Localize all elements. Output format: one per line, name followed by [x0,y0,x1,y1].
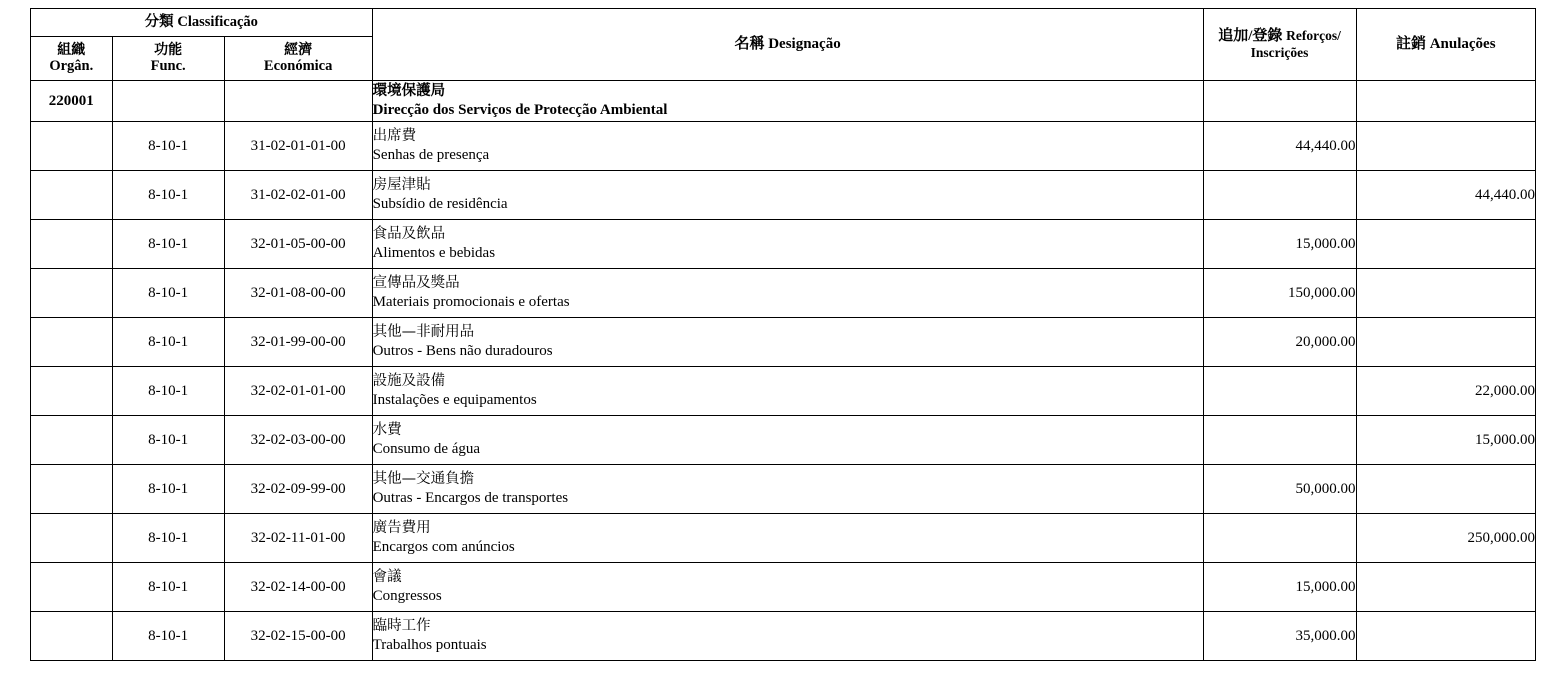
table-body [31,81,1536,661]
cell-anulacoes: 44,440.00 [1356,171,1535,220]
table-row [31,514,1536,563]
cell-reforcos [1203,367,1356,416]
designation-pt: Consumo de água [372,440,481,457]
header-reforcos-cn: 追加/登錄 [1218,27,1283,44]
header-classification [31,9,373,37]
cell-economica: 32-01-08-00-00 [224,269,372,318]
cell-economica: 32-02-09-99-00 [224,465,372,514]
cell-reforcos: 15,000.00 [1203,563,1356,612]
cell-reforcos: 20,000.00 [1203,318,1356,367]
cell-func: 8-10-1 [112,612,224,661]
designation-cn: 其他—非耐用品 [372,324,475,341]
cell-reforcos: 44,440.00 [1203,122,1356,171]
cell-anulacoes [1356,220,1535,269]
cell-economica: 32-02-11-01-00 [224,514,372,563]
designation-pt: Outras - Encargos de transportes [372,489,569,506]
cell-economica: 32-02-03-00-00 [224,416,372,465]
cell-func: 8-10-1 [112,171,224,220]
cell-reforcos [1203,81,1356,122]
designation-cn: 房屋津貼 [372,177,431,194]
header-group-row [31,9,1536,37]
table-row [31,367,1536,416]
table-row [31,563,1536,612]
designation-cn: 設施及設備 [372,373,446,390]
designation-pt: Direcção dos Serviços de Protecção Ambiental [372,101,668,118]
designation-cn: 宣傳品及獎品 [372,275,460,292]
header-reforcos-pt2: Inscrições [1250,44,1309,60]
cell-organ [31,220,113,269]
cell-organ [31,171,113,220]
header-economica [224,37,372,81]
header-organ [31,37,113,81]
designation-cn: 環境保護局 [372,83,446,100]
cell-func: 8-10-1 [112,269,224,318]
header-func-pt: Func. [150,58,186,75]
designation-cn: 其他—交通負擔 [372,471,475,488]
cell-organ: 220001 [31,81,113,122]
cell-organ [31,416,113,465]
cell-func: 8-10-1 [112,465,224,514]
cell-economica: 32-02-14-00-00 [224,563,372,612]
cell-designation [372,81,1203,122]
cell-economica [224,81,372,122]
header-reforcos-pt: Reforços/ [1286,27,1341,43]
header-func-cn: 功能 [154,41,183,58]
cell-designation [372,612,1203,661]
cell-reforcos [1203,514,1356,563]
cell-organ [31,465,113,514]
header-designation-pt: Designação [768,36,841,53]
cell-designation [372,122,1203,171]
cell-designation [372,220,1203,269]
designation-cn: 食品及飲品 [372,226,446,243]
cell-reforcos [1203,171,1356,220]
cell-designation [372,563,1203,612]
cell-organ [31,514,113,563]
cell-reforcos: 35,000.00 [1203,612,1356,661]
cell-func: 8-10-1 [112,367,224,416]
cell-func: 8-10-1 [112,220,224,269]
cell-designation [372,514,1203,563]
header-classification-pt: Classificação [177,14,258,31]
header-organ-cn: 組織 [57,41,86,58]
designation-cn: 水費 [372,422,402,439]
cell-func [112,81,224,122]
header-anulacoes-pt: Anulações [1429,36,1496,53]
cell-anulacoes [1356,612,1535,661]
cell-anulacoes [1356,81,1535,122]
budget-table [30,8,1536,661]
header-designation-cn: 名稱 [734,36,765,53]
table-row [31,122,1536,171]
table-row [31,171,1536,220]
table-header [31,9,1536,81]
designation-pt: Trabalhos pontuais [372,636,487,653]
cell-designation [372,318,1203,367]
cell-designation [372,171,1203,220]
table-row [31,416,1536,465]
cell-reforcos: 150,000.00 [1203,269,1356,318]
cell-reforcos: 50,000.00 [1203,465,1356,514]
table-row [31,318,1536,367]
cell-organ [31,269,113,318]
cell-anulacoes [1356,122,1535,171]
designation-cn: 臨時工作 [372,618,431,635]
designation-pt: Alimentos e bebidas [372,244,496,261]
designation-cn: 會議 [372,569,402,586]
table-row [31,612,1536,661]
cell-designation [372,465,1203,514]
designation-pt: Outros - Bens não duradouros [372,342,553,359]
cell-anulacoes [1356,563,1535,612]
header-anulacoes [1356,9,1535,81]
header-classification-cn: 分類 [144,14,174,31]
cell-anulacoes: 15,000.00 [1356,416,1535,465]
cell-economica: 32-01-99-00-00 [224,318,372,367]
cell-designation [372,416,1203,465]
designation-pt: Senhas de presença [372,146,490,163]
cell-economica: 31-02-01-01-00 [224,122,372,171]
designation-pt: Subsídio de residência [372,195,508,212]
cell-func: 8-10-1 [112,318,224,367]
designation-pt: Instalações e equipamentos [372,391,537,408]
cell-anulacoes [1356,465,1535,514]
cell-reforcos: 15,000.00 [1203,220,1356,269]
cell-economica: 32-02-15-00-00 [224,612,372,661]
table-row [31,465,1536,514]
table-row [31,269,1536,318]
table-row [31,81,1536,122]
cell-reforcos [1203,416,1356,465]
header-designation [372,9,1203,81]
cell-func: 8-10-1 [112,563,224,612]
header-organ-pt: Orgân. [49,58,94,75]
cell-anulacoes: 250,000.00 [1356,514,1535,563]
cell-organ [31,563,113,612]
cell-organ [31,367,113,416]
cell-economica: 31-02-02-01-00 [224,171,372,220]
designation-cn: 廣告費用 [372,520,431,537]
cell-organ [31,318,113,367]
cell-economica: 32-01-05-00-00 [224,220,372,269]
header-economica-pt: Económica [263,58,333,75]
cell-organ [31,122,113,171]
header-func [112,37,224,81]
cell-anulacoes [1356,318,1535,367]
table-row [31,220,1536,269]
designation-pt: Encargos com anúncios [372,538,515,555]
cell-func: 8-10-1 [112,514,224,563]
designation-pt: Materiais promocionais e ofertas [372,293,570,310]
header-anulacoes-cn: 註銷 [1395,36,1426,53]
designation-cn: 出席費 [372,128,417,145]
cell-anulacoes [1356,269,1535,318]
cell-designation [372,367,1203,416]
cell-designation [372,269,1203,318]
cell-organ [31,612,113,661]
cell-economica: 32-02-01-01-00 [224,367,372,416]
cell-func: 8-10-1 [112,416,224,465]
cell-anulacoes: 22,000.00 [1356,367,1535,416]
header-economica-cn: 經濟 [284,41,313,58]
header-reforcos [1203,9,1356,81]
cell-func: 8-10-1 [112,122,224,171]
designation-pt: Congressos [372,587,442,604]
